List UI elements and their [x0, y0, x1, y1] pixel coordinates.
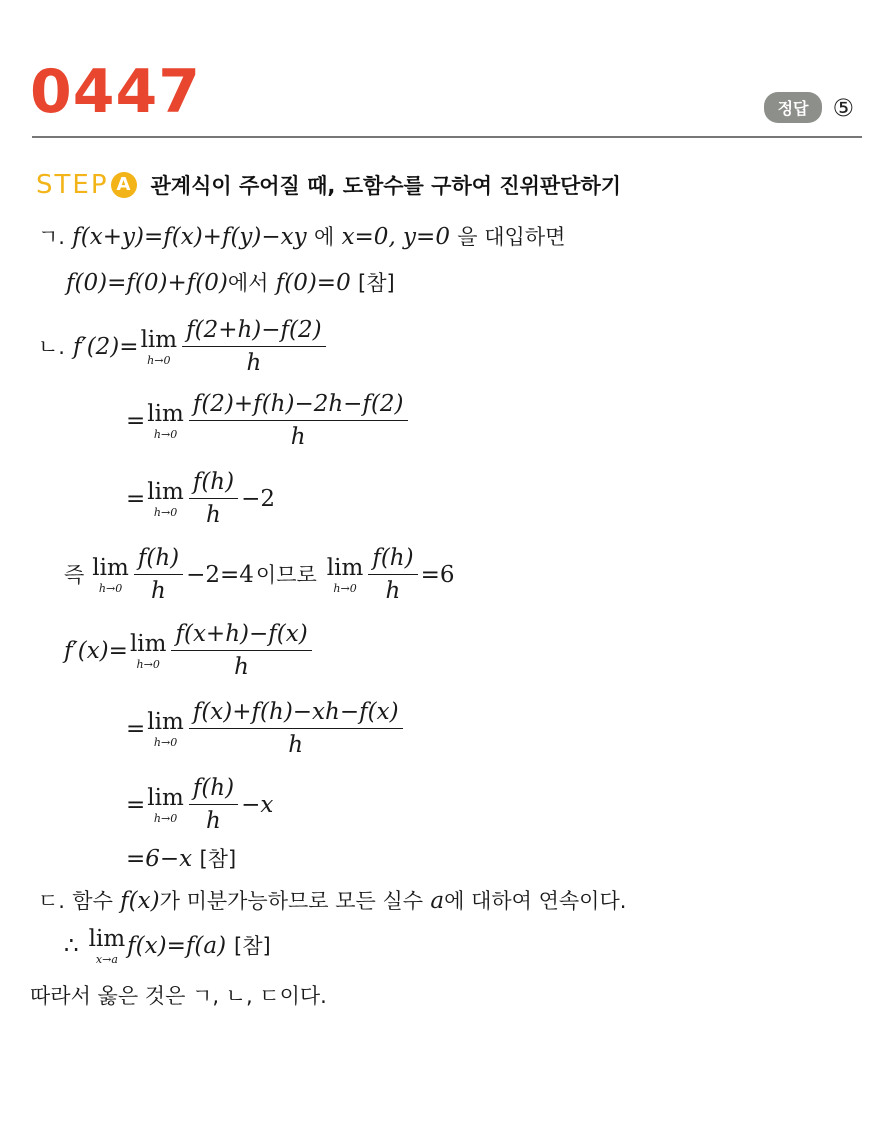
lim-sub: h→0	[153, 811, 178, 825]
denominator: h	[234, 654, 249, 681]
step-letter-badge: A	[111, 172, 137, 198]
math: −2=4	[186, 561, 254, 588]
conclusion: 따라서 옳은 것은 ㄱ, ㄴ, ㄷ이다.	[30, 984, 327, 1008]
fraction	[189, 776, 238, 835]
equals: =	[126, 791, 146, 818]
item-label-giyeok: ㄱ.	[38, 225, 65, 249]
lim-sub: x→a	[95, 953, 118, 966]
therefore-symbol: ∴	[64, 933, 79, 959]
lim-word: lim	[147, 784, 184, 811]
step-word: STEP	[36, 170, 109, 200]
line-nieun	[38, 318, 329, 377]
text: 에서	[227, 271, 269, 295]
limit-operator	[89, 928, 126, 965]
lim-word: lim	[92, 554, 129, 581]
lim-sub: h→0	[153, 427, 178, 441]
line-derivative-step2	[126, 700, 406, 759]
true-tag: [참]	[234, 934, 271, 958]
math: f(x)=f(a)	[127, 933, 227, 959]
fraction	[368, 546, 417, 605]
numerator: f(2)+f(h)−2h−f(2)	[189, 392, 408, 421]
numerator: f(x+h)−f(x)	[171, 622, 311, 651]
numerator: f(h)	[189, 776, 238, 805]
line-limit-result	[64, 546, 455, 605]
denominator: h	[206, 808, 221, 835]
limit-operator	[147, 708, 184, 749]
header-divider	[32, 136, 862, 138]
equals: =	[126, 485, 146, 512]
lim-sub: h→0	[147, 353, 171, 367]
denominator: h	[151, 578, 166, 605]
denominator: h	[385, 578, 401, 605]
math: =6	[420, 561, 455, 588]
lim-word: lim	[147, 400, 184, 427]
math: f(0)=f(0)+f(0)	[66, 270, 228, 296]
fraction	[189, 470, 238, 529]
functional-equation: f(x+y)=f(x)+f(y)−xy	[72, 224, 307, 250]
denominator: h	[206, 502, 221, 529]
limit-operator	[147, 400, 184, 441]
numerator: f(2+h)−f(2)	[182, 318, 326, 347]
answer-area	[764, 92, 854, 123]
answer-value: ⑤	[832, 93, 854, 122]
denominator: h	[246, 350, 262, 377]
equals: =	[126, 407, 146, 434]
limit-operator	[92, 554, 129, 595]
problem-number: 0447	[30, 57, 201, 127]
text: 에 대하여 연속이다.	[444, 889, 627, 913]
line-derivative-result	[126, 848, 236, 871]
lim-word: lim	[88, 926, 126, 952]
equals: =	[126, 715, 146, 742]
numerator: f(h)	[189, 470, 238, 499]
line-f0	[66, 272, 395, 295]
line-step2	[126, 392, 411, 451]
math: a	[430, 888, 445, 914]
step-title: 관계식이 주어질 때, 도함수를 구하여 진위판단하기	[150, 174, 622, 198]
step-heading	[36, 170, 621, 200]
math: f(0)=0	[275, 270, 351, 296]
fraction	[189, 700, 403, 759]
text: 이므로	[255, 562, 317, 587]
limit-operator	[147, 478, 184, 519]
text: 에	[313, 225, 335, 249]
limit-operator	[140, 326, 178, 367]
limit-operator	[129, 630, 167, 671]
line-derivative-step3	[126, 776, 273, 835]
text: 함수	[72, 889, 113, 913]
fraction	[134, 546, 183, 605]
lim-sub: h→0	[136, 657, 160, 671]
true-tag: [참]	[199, 847, 237, 871]
limit-operator	[326, 554, 364, 595]
line-continuity	[64, 928, 271, 965]
line-step3	[126, 470, 275, 529]
text: 가 미분가능하므로 모든 실수	[159, 889, 424, 913]
line-giyeok	[38, 226, 565, 249]
math: =6−x	[126, 846, 193, 872]
limit-operator	[147, 784, 184, 825]
answer-badge: 정답	[764, 92, 823, 123]
math: f(x)	[120, 888, 160, 914]
math: f′(2)=	[72, 333, 139, 360]
lim-word: lim	[326, 554, 364, 581]
numerator: f(h)	[134, 546, 183, 575]
math: f′(x)=	[64, 637, 128, 664]
lim-sub: h→0	[153, 505, 178, 519]
line-derivative	[64, 622, 315, 681]
fraction	[189, 392, 408, 451]
fraction	[171, 622, 311, 681]
item-label-digeut: ㄷ.	[38, 889, 65, 913]
math: −2	[241, 485, 275, 512]
text: 을 대입하면	[457, 225, 566, 249]
lim-word: lim	[129, 630, 167, 657]
numerator: f(x)+f(h)−xh−f(x)	[189, 700, 403, 729]
lim-word: lim	[140, 326, 178, 353]
numerator: f(h)	[368, 546, 417, 575]
math: −x	[241, 791, 274, 818]
item-label-nieun: ㄴ.	[38, 334, 65, 359]
fraction	[182, 318, 326, 377]
line-digeut	[38, 890, 626, 913]
denominator: h	[288, 732, 304, 759]
lim-sub: h→0	[98, 581, 123, 595]
text: 즉	[64, 562, 85, 587]
true-tag: [참]	[358, 271, 395, 295]
lim-word: lim	[147, 478, 184, 505]
lim-sub: h→0	[153, 735, 178, 749]
denominator: h	[290, 424, 306, 451]
substitution-condition: x=0, y=0	[341, 224, 450, 250]
lim-sub: h→0	[333, 581, 357, 595]
lim-word: lim	[147, 708, 184, 735]
